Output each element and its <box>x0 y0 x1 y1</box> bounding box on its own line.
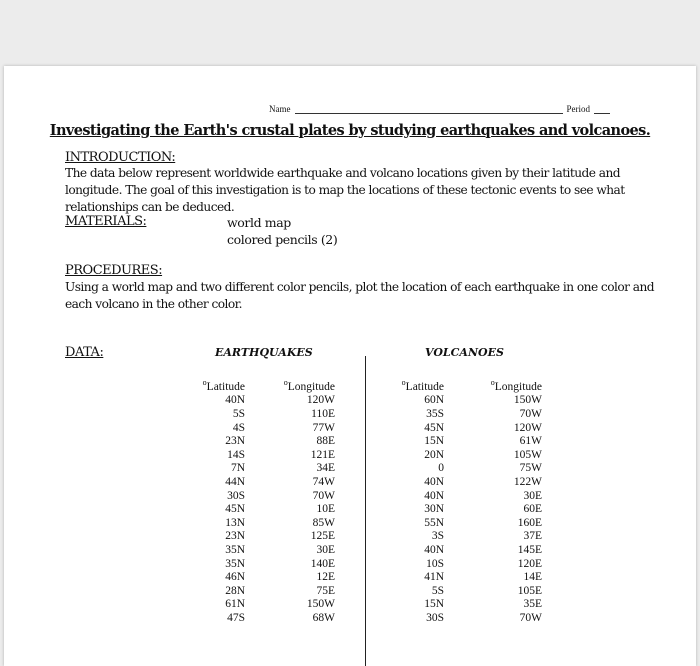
earthquake-longitude-cell: 125E <box>310 530 335 543</box>
volcano-longitude-header: $^o$Longitude <box>490 378 542 393</box>
volcano-latitude-column <box>390 376 444 626</box>
earthquake-longitude-cell: 88E <box>316 435 335 448</box>
earthquake-latitude-cell: 47S <box>227 611 245 624</box>
earthquake-longitude-cell: 75E <box>316 584 335 597</box>
earthquake-longitude-cell: 74W <box>312 475 335 488</box>
earthquake-latitude-cell: 23N <box>225 530 245 543</box>
volcano-longitude-cell: 120E <box>517 557 542 570</box>
earthquake-latitude-cell: 35N <box>225 543 245 556</box>
earthquake-latitude-cell: 44N <box>225 475 245 488</box>
volcano-longitude-cell: 75W <box>519 462 542 475</box>
name-line <box>295 105 563 114</box>
volcano-latitude-cell: 40N <box>424 543 444 556</box>
earthquake-longitude-cell: 70W <box>312 489 335 502</box>
earthquake-latitude-cell: 40N <box>225 394 245 407</box>
volcano-latitude-cell: 40N <box>424 489 444 502</box>
earthquake-longitude-cell: 68W <box>312 611 335 624</box>
volcano-longitude-cell: 105W <box>513 448 542 461</box>
volcano-longitude-column <box>478 376 542 626</box>
earthquake-longitude-cell: 85W <box>312 516 335 529</box>
procedures-heading: PROCEDURES: <box>65 263 163 278</box>
earthquake-latitude-cell: 14S <box>227 448 245 461</box>
earthquake-latitude-cell: 7N <box>230 462 245 475</box>
name-label: Name <box>269 104 291 114</box>
earthquake-longitude-cell: 121E <box>310 448 335 461</box>
volcano-longitude-cell: 70W <box>519 408 542 421</box>
earthquakes-heading: EARTHQUAKES <box>215 346 313 359</box>
volcano-latitude-cell: 41N <box>424 571 444 584</box>
volcano-latitude-cell: 45N <box>424 421 444 434</box>
earthquake-longitude-cell: 12E <box>316 571 335 584</box>
volcano-latitude-cell: 35S <box>426 408 444 421</box>
volcano-longitude-cell: 37E <box>523 530 542 543</box>
materials-heading: MATERIALS: <box>65 214 147 229</box>
volcano-latitude-cell: 30S <box>426 611 444 624</box>
earthquake-longitude-cell: 120W <box>306 394 335 407</box>
earthquake-latitude-cell: 13N <box>225 516 245 529</box>
earthquake-latitude-column <box>187 376 245 626</box>
volcano-longitude-cell: 120W <box>513 421 542 434</box>
volcano-longitude-cell: 122W <box>513 475 542 488</box>
volcano-latitude-cell: 30N <box>424 503 444 516</box>
earthquake-longitude-cell: 140E <box>310 557 335 570</box>
procedures-text: Using a world map and two different color pencils, plot the location of each earthquake in one color and each volcano in the other color. <box>65 280 654 311</box>
materials-list <box>227 214 337 248</box>
earthquake-latitude-cell: 4S <box>232 421 245 434</box>
earthquake-longitude-cell: 77W <box>312 421 335 434</box>
volcano-longitude-cell: 61W <box>519 435 542 448</box>
material-item: world map <box>227 215 291 230</box>
volcano-latitude-cell: 60N <box>424 394 444 407</box>
earthquake-latitude-header: $^o$Latitude <box>202 378 245 393</box>
volcano-longitude-cell: 145E <box>517 543 542 556</box>
material-item: colored pencils (2) <box>227 232 338 247</box>
earthquake-latitude-cell: 23N <box>225 435 245 448</box>
volcano-latitude-header: $^o$Latitude <box>401 378 444 393</box>
introduction-heading: INTRODUCTION: <box>65 150 176 165</box>
volcano-longitude-cell: 150W <box>513 394 542 407</box>
earthquake-latitude-cell: 46N <box>225 571 245 584</box>
column-divider <box>365 356 366 666</box>
earthquake-longitude-cell: 34E <box>316 462 335 475</box>
volcano-longitude-cell: 105E <box>517 584 542 597</box>
volcano-latitude-cell: 0 <box>438 462 444 475</box>
earthquake-longitude-header: $^o$Longitude <box>283 378 335 393</box>
data-heading: DATA: <box>65 345 104 360</box>
volcano-latitude-cell: 15N <box>424 435 444 448</box>
volcano-longitude-cell: 35E <box>523 598 542 611</box>
volcano-latitude-cell: 15N <box>424 598 444 611</box>
volcano-longitude-cell: 70W <box>519 611 542 624</box>
worksheet-title: Investigating the Earth's crustal plates by studying earthquakes and volcanoes. <box>49 122 651 139</box>
earthquake-longitude-cell: 110E <box>311 408 335 421</box>
earthquake-longitude-cell: 150W <box>306 598 335 611</box>
earthquake-latitude-cell: 61N <box>225 598 245 611</box>
volcano-longitude-cell: 30E <box>523 489 542 502</box>
volcano-longitude-cell: 160E <box>517 516 542 529</box>
volcano-latitude-cell: 20N <box>424 448 444 461</box>
volcano-longitude-cell: 14E <box>523 571 542 584</box>
volcano-latitude-cell: 5S <box>431 584 444 597</box>
earthquake-latitude-cell: 35N <box>225 557 245 570</box>
volcano-latitude-cell: 55N <box>424 516 444 529</box>
volcano-longitude-cell: 60E <box>523 503 542 516</box>
name-period-row <box>269 104 649 114</box>
volcano-latitude-cell: 10S <box>426 557 444 570</box>
earthquake-longitude-column <box>272 376 335 626</box>
volcanoes-heading: VOLCANOES <box>425 346 504 359</box>
earthquake-latitude-cell: 28N <box>225 584 245 597</box>
earthquake-longitude-cell: 10E <box>316 503 335 516</box>
worksheet-page <box>4 66 696 666</box>
earthquake-latitude-cell: 5S <box>232 408 245 421</box>
earthquake-latitude-cell: 45N <box>225 503 245 516</box>
volcano-latitude-cell: 3S <box>431 530 444 543</box>
period-label: Period <box>566 104 590 114</box>
earthquake-latitude-cell: 30S <box>227 489 245 502</box>
earthquake-longitude-cell: 30E <box>316 543 335 556</box>
introduction-text: The data below represent worldwide earthquake and volcano locations given by their latitude and longitude. The goal of this investigation is to map the locations of these tectonic events to see what relationships can be deduced. <box>65 166 625 214</box>
period-line <box>594 105 610 114</box>
volcano-latitude-cell: 40N <box>424 475 444 488</box>
